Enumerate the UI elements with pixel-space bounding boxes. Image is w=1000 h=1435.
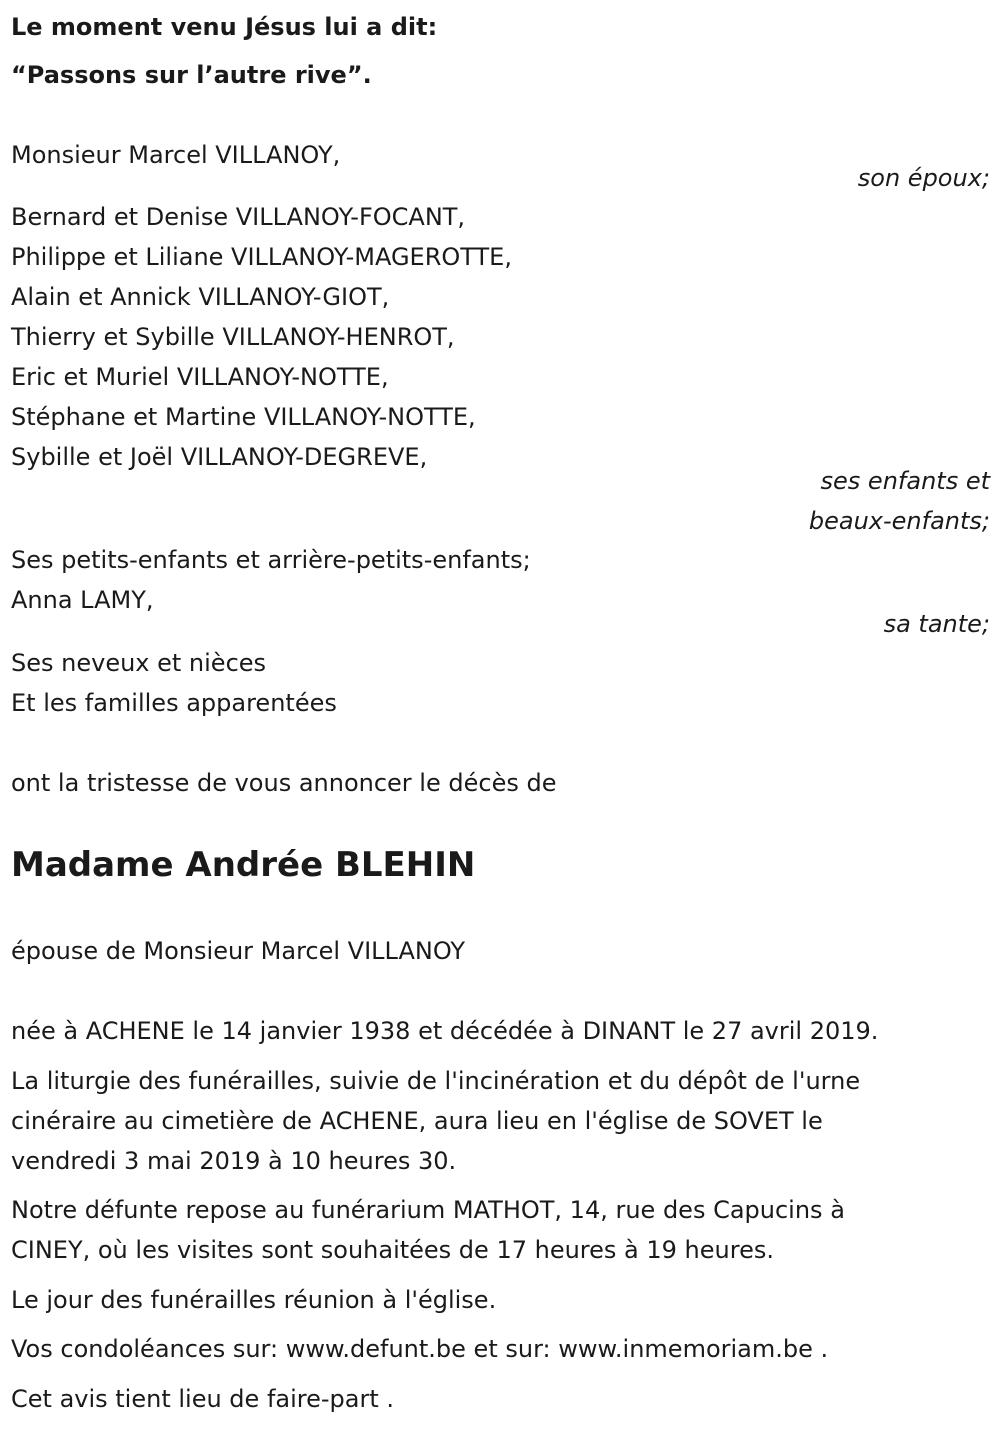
spouse-of: épouse de Monsieur Marcel VILLANOY <box>11 937 466 965</box>
child-couple-4: Thierry et Sybille VILLANOY-HENROT, <box>11 323 455 351</box>
birth-death-details: née à ACHENE le 14 janvier 1938 et décédée à DINANT le 27 avril 2019. <box>11 1017 879 1045</box>
child-couple-1: Bernard et Denise VILLANOY-FOCANT, <box>11 203 466 231</box>
quote-line-2: “Passons sur l’autre rive”. <box>11 61 372 89</box>
funeral-meeting: Le jour des funérailles réunion à l'église. <box>11 1286 497 1314</box>
husband-role: son époux; <box>857 164 990 192</box>
deceased-name: Madame Andrée BLEHIN <box>11 845 476 885</box>
liturgy-line-1: La liturgie des funérailles, suivie de l'incinération et du dépôt de l'urne <box>11 1067 861 1095</box>
condolences: Vos condoléances sur: www.defunt.be et sur: www.inmemoriam.be . <box>11 1335 829 1363</box>
announcement-intro: ont la tristesse de vous annoncer le décès de <box>11 769 557 797</box>
husband-name: Monsieur Marcel VILLANOY, <box>11 141 341 169</box>
child-couple-7: Sybille et Joël VILLANOY-DEGREVE, <box>11 443 428 471</box>
related-families: Et les familles apparentées <box>11 689 337 717</box>
child-couple-5: Eric et Muriel VILLANOY-NOTTE, <box>11 363 389 391</box>
nephews-nieces: Ses neveux et nièces <box>11 649 267 677</box>
children-role-line-2: beaux-enfants; <box>808 507 990 535</box>
liturgy-line-3: vendredi 3 mai 2019 à 10 heures 30. <box>11 1147 457 1175</box>
children-role-line-1: ses enfants et <box>820 467 990 495</box>
grandchildren: Ses petits-enfants et arrière-petits-enfants; <box>11 546 531 574</box>
child-couple-2: Philippe et Liliane VILLANOY-MAGEROTTE, <box>11 243 512 271</box>
liturgy-line-2: cinéraire au cimetière de ACHENE, aura lieu en l'église de SOVET le <box>11 1107 823 1135</box>
rest-line-2: CINEY, où les visites sont souhaitées de 17 heures à 19 heures. <box>11 1236 774 1264</box>
notice-statement: Cet avis tient lieu de faire-part . <box>11 1385 395 1413</box>
child-couple-3: Alain et Annick VILLANOY-GIOT, <box>11 283 390 311</box>
quote-line-1: Le moment venu Jésus lui a dit: <box>11 13 438 41</box>
aunt-role: sa tante; <box>883 610 990 638</box>
aunt-name: Anna LAMY, <box>11 586 154 614</box>
rest-line-1: Notre défunte repose au funérarium MATHOT, 14, rue des Capucins à <box>11 1196 845 1224</box>
child-couple-6: Stéphane et Martine VILLANOY-NOTTE, <box>11 403 476 431</box>
